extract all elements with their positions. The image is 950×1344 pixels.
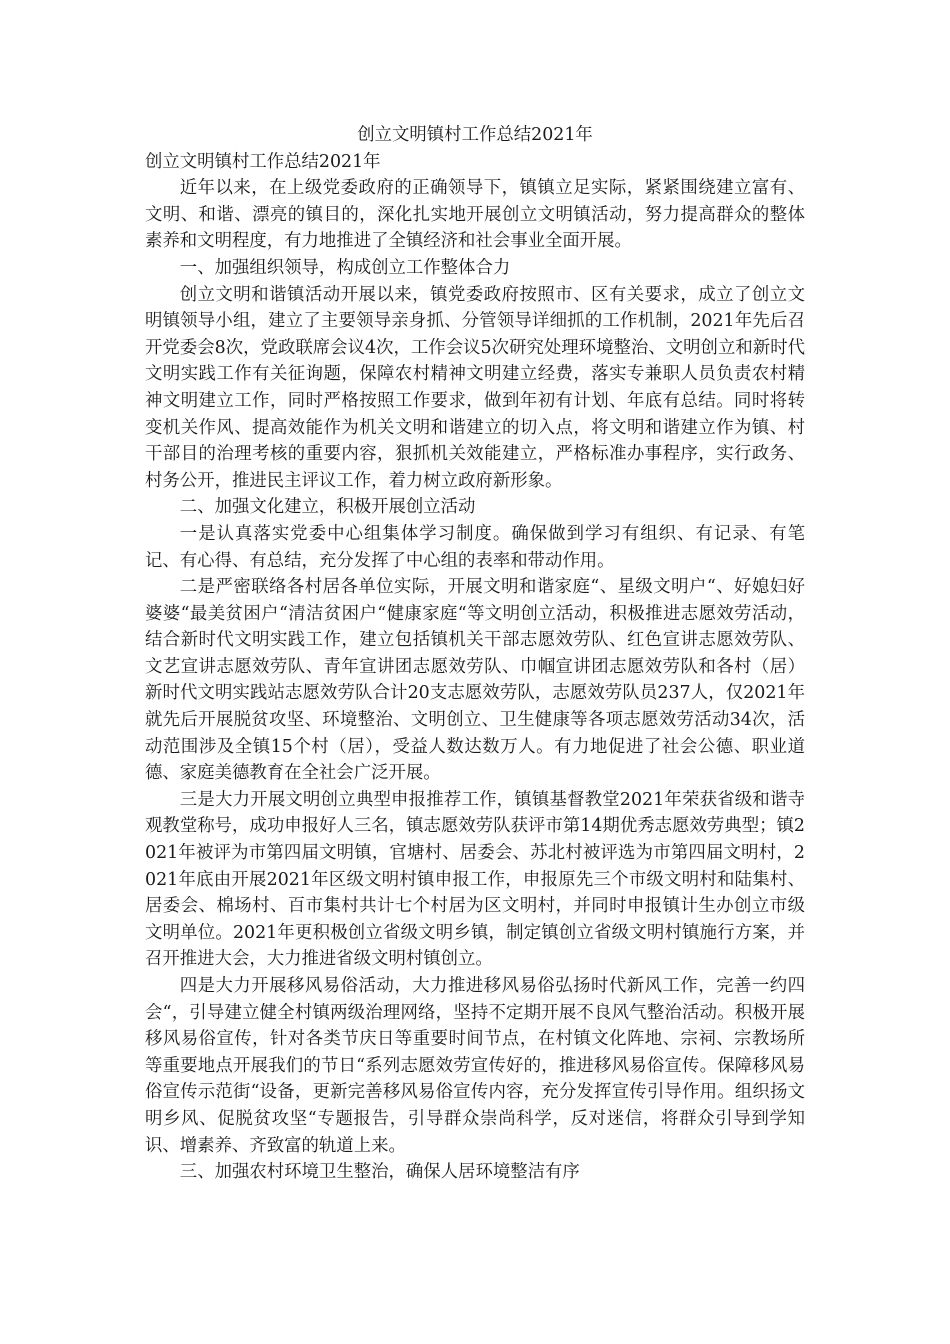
paragraph-intro: 近年以来，在上级党委政府的正确领导下，镇镇立足实际，紧紧围绕建立富有、文明、和谐、漂亮的镇目的，深化扎实地开展创立文明镇活动，努力提高群众的整体素养和文明程度，有力地推进了全镇经济和社会事业全面开展。 [145,178,805,252]
section-heading-3: 三、加强农村环境卫生整治，确保人居环境整洁有序 [179,1162,580,1183]
document-subtitle: 创立文明镇村工作总结2021年 [145,151,381,172]
paragraph-item-2: 二是严密联络各村居各单位实际，开展文明和谐家庭“、星级文明户“、好媳妇好婆婆“最美贫困户“清洁贫困户“健康家庭“等文明创立活动，积极推进志愿效劳活动，结合新时代文明实践工作，建立包括镇机关干部志愿效劳队、红色宣讲志愿效劳队、文艺宣讲志愿效劳队、青年宣讲团志愿效劳队、巾帼宣讲团志愿效劳队和各村（居）新时代文明实践站志愿效劳队合计20支志愿效劳队，志愿效劳队员237人，仅2021年就先后开展脱贫攻坚、环境整治、文明创立、卫生健康等各项志愿效劳活动34次，活动范围涉及全镇15个村（居），受益人数达数万人。有力地促进了社会公德、职业道德、家庭美德教育在全社会广泛开展。 [145,577,805,784]
section-heading-2: 二、加强文化建立，积极开展创立活动 [179,497,476,518]
paragraph-item-1: 一是认真落实党委中心组集体学习制度。确保做到学习有组织、有记录、有笔记、有心得、有总结，充分发挥了中心组的表率和带动作用。 [145,523,805,571]
paragraph-item-4: 四是大力开展移风易俗活动，大力推进移风易俗弘扬时代新风工作，完善一约四会“，引导建立健全村镇两级治理网络，坚持不定期开展不良风气整治活动。积极开展移风易俗宣传，针对各类节庆日等重要时间节点，在村镇文化阵地、宗祠、宗教场所等重要地点开展我们的节日“系列志愿效劳宣传好的，推进移风易俗宣传。保障移风易俗宣传示范街“设备，更新完善移风易俗宣传内容，充分发挥宣传引导作用。组织扬文明乡风、促脱贫攻坚“专题报告，引导群众崇尚科学，反对迷信，将群众引导到学知识、增素养、齐致富的轨道上来。 [145,976,805,1156]
paragraph-item-3: 三是大力开展文明创立典型申报推荐工作，镇镇基督教堂2021年荣获省级和谐寺观教堂称号，成功申报好人三名，镇志愿效劳队获评市第14期优秀志愿效劳典型；镇2021年被评为市第四届文明镇，官塘村、居委会、苏北村被评选为市第四届文明村，2021年底由开展2021年区级文明村镇申报工作，申报原先三个市级文明村和陆集村、居委会、棉场村、百市集村共计七个村居为区文明村，并同时申报镇计生办创立市级文明单位。2021年更积极创立省级文明乡镇，制定镇创立省级文明村镇施行方案，并召开推进大会，大力推进省级文明村镇创立。 [145,789,805,970]
document-body [145,122,805,1186]
document-title: 创立文明镇村工作总结2021年 [357,125,593,145]
paragraph-organization: 创立文明和谐镇活动开展以来，镇党委政府按照市、区有关要求，成立了创立文明镇领导小组，建立了主要领导亲身抓、分管领导详细抓的工作机制，2021年先后召开党委会8次，党政联席会议4次，工作会议5次研究处理环境整治、文明创立和新时代文明实践工作有关征询题，保障农村精神文明建立经费，落实专兼职人员负责农村精神文明建立工作，同时严格按照工作要求，做到年初有计划、年底有总结。同时将转变机关作风、提高效能作为机关文明和谐建立的切入点，将文明和谐建立作为镇、村干部目的治理考核的重要内容，狠抓机关效能建立，严格标准办事程序，实行政务、村务公开，推进民主评议工作，着力树立政府新形象。 [145,284,805,491]
section-heading-1: 一、加强组织领导，构成创立工作整体合力 [179,257,511,278]
